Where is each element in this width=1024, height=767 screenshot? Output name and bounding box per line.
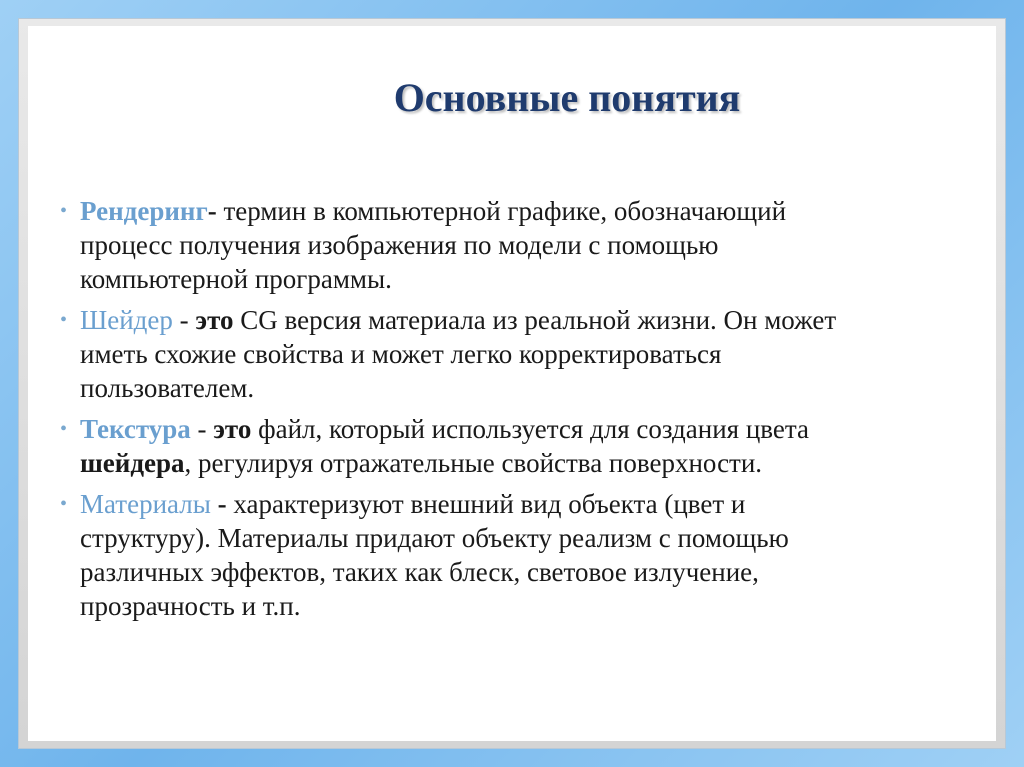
definition-text: файл, который используется для создания цвета	[251, 414, 809, 444]
bullet-dot-icon: •	[60, 418, 68, 440]
bold-word: это	[213, 414, 252, 444]
bold-word: это	[195, 305, 234, 335]
term-texture: Текстура	[80, 414, 191, 444]
bullet-dot-icon: •	[60, 309, 68, 331]
term-separator: -	[210, 489, 227, 519]
bullet-list	[60, 194, 880, 630]
term-rendering: Рендеринг	[80, 196, 208, 226]
term-dash: -	[190, 414, 214, 444]
bullet-item-texture	[60, 412, 880, 480]
slide-content	[28, 26, 996, 741]
bullet-item-shader	[60, 303, 880, 405]
term-separator: -	[207, 196, 217, 226]
bullet-item-materials	[60, 487, 880, 623]
definition-text-end: , регулируя отражательные свойства поверхности.	[184, 448, 763, 478]
term-materials: Материалы	[80, 489, 211, 519]
slide-title: Основные понятия	[393, 75, 741, 120]
bold-word-shader: шейдера	[80, 448, 185, 478]
bullet-dot-icon: •	[60, 200, 68, 222]
bullet-dot-icon: •	[60, 493, 68, 515]
bullet-item-rendering	[60, 194, 880, 296]
definition-text: CG версия материала из реальной жизни. Он может иметь схожие свойства и может легко корректироваться пользователем.	[80, 305, 837, 403]
definition-text: термин в компьютерной графике, обозначающий процесс получения изображения по модели с помощью компьютерной программы.	[80, 196, 787, 294]
definition-text: характеризуют внешний вид объекта (цвет и структуру). Материалы придают объекту реализм с помощью различных эффектов, таких как блеск, световое излучение, прозрачность и т.п.	[80, 489, 789, 621]
term-shader: Шейдер	[80, 305, 173, 335]
term-dash: -	[172, 305, 196, 335]
